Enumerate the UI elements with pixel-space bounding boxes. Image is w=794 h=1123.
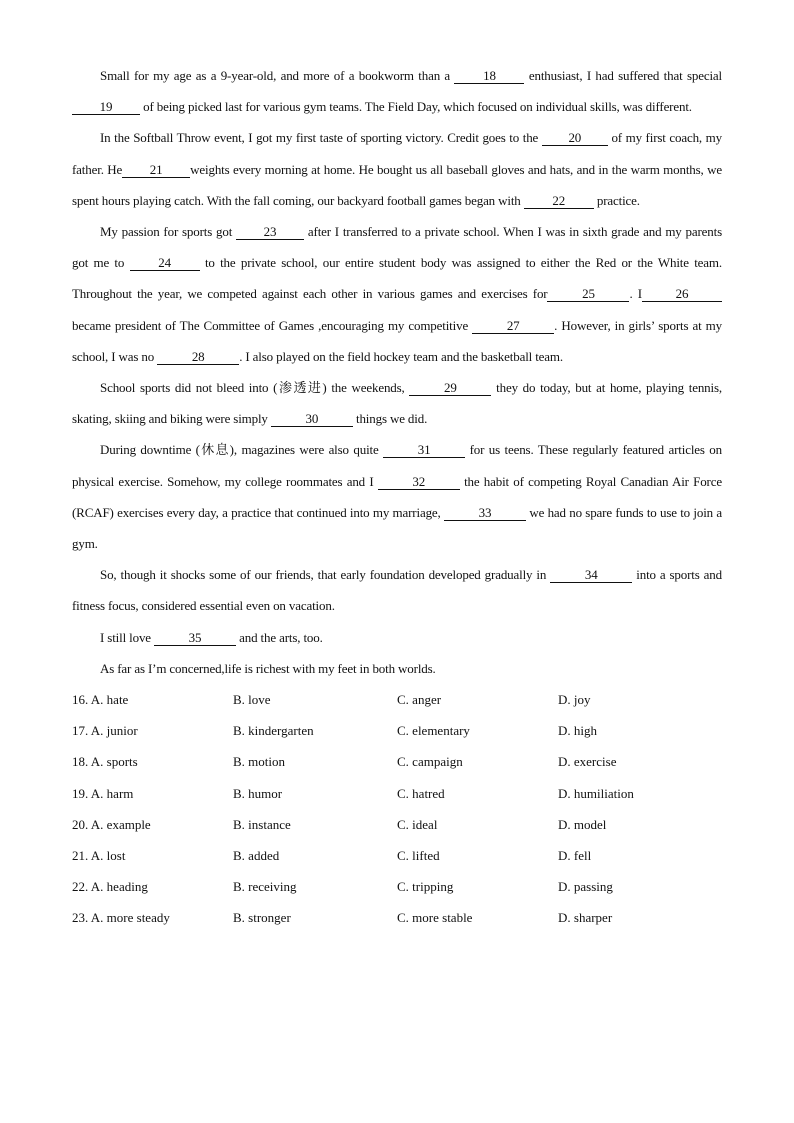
option-b: B. humor <box>233 785 283 801</box>
blank-35: 35 <box>154 631 236 646</box>
option-a: 20. A. example <box>72 816 151 832</box>
option-d: D. joy <box>558 692 591 708</box>
option-d: D. high <box>558 723 597 739</box>
passage-text: enthusiast, I had suffered that special <box>524 68 722 83</box>
passage-text: I still love <box>100 629 155 645</box>
option-b: B. love <box>233 692 271 708</box>
option-a: 17. A. junior <box>72 723 138 739</box>
option-a: 21. A. lost <box>72 848 126 863</box>
passage-text: As far as I’m concerned,life is richest with my feet in both worlds. <box>100 660 436 676</box>
blank-27: 27 <box>472 319 554 334</box>
paragraph-8 <box>72 653 722 684</box>
passage-text: of my first coach, my father. He <box>72 130 722 177</box>
passage-text: weights every morning at home. He bought us all baseball gloves and hats, and in the warm months, we spent hours playing catch. With the fall coming, our backyard football games began with <box>72 161 722 208</box>
option-row-17 <box>72 715 722 746</box>
option-row-18 <box>72 746 722 777</box>
passage-text: practice. <box>593 192 640 208</box>
passage-text: School sports did not bleed into (渗透进) the weekends, <box>100 380 410 396</box>
blank-18: 18 <box>454 69 524 84</box>
blank-26: 26 <box>642 287 722 302</box>
passage-text: they do today, but at home, playing tennis, skating, skiing and biking were simply <box>72 380 722 427</box>
option-d: D. model <box>558 816 607 832</box>
blank-19: 19 <box>72 100 140 115</box>
passage-text: into a sports and fitness focus, considered essential even on vacation. <box>72 567 723 614</box>
paragraph-7 <box>72 622 722 653</box>
paragraph-4 <box>72 372 722 434</box>
option-d: D. fell <box>558 848 592 863</box>
blank-33: 33 <box>444 506 526 521</box>
option-b: B. receiving <box>233 879 297 895</box>
passage-text: So, though it shocks some of our friends, that early foundation developed gradually in <box>100 567 551 583</box>
passage-text: My passion for sports got <box>100 224 237 240</box>
passage-text: things we did. <box>352 411 428 427</box>
blank-34: 34 <box>550 568 632 583</box>
passage-text: of being picked last for various gym teams. The Field Day, which focused on individual skills, was different. <box>140 99 692 115</box>
passage-text: . I also played on the field hockey team and the basketball team. <box>239 348 563 364</box>
passage-text: and the arts, too. <box>236 629 323 645</box>
passage-text: . I <box>629 286 642 302</box>
passage-text: to the private school, our entire student body was assigned to either the Red or the White team. Throughout the year, we competed against each other in various games and exercises for <box>72 255 722 302</box>
blank-22: 22 <box>524 194 594 209</box>
option-row-19 <box>72 778 722 809</box>
answer-options <box>72 684 722 934</box>
blank-32: 32 <box>378 475 460 490</box>
blank-28: 28 <box>157 350 239 365</box>
option-b: B. kindergarten <box>233 723 314 739</box>
option-row-22 <box>72 871 722 902</box>
option-c: C. anger <box>397 692 442 708</box>
document-page <box>72 60 722 934</box>
passage-text: the habit of competing Royal Canadian Air Force (RCAF) exercises every day, a practice that continued into my marriage, <box>72 473 722 520</box>
option-c: C. ideal <box>397 816 438 832</box>
option-d: D. exercise <box>558 754 617 770</box>
option-a: 19. A. harm <box>72 785 134 801</box>
option-row-21 <box>72 840 722 871</box>
passage-text: . However, in girls’ sports at my school, I was no <box>72 317 722 364</box>
option-c: C. campaign <box>397 754 463 770</box>
blank-30: 30 <box>271 412 353 427</box>
option-a: 18. A. sports <box>72 754 138 770</box>
blank-23: 23 <box>236 225 304 240</box>
option-d: D. sharper <box>558 910 613 926</box>
blank-21: 21 <box>122 163 190 178</box>
option-d: D. passing <box>558 879 613 895</box>
blank-31: 31 <box>383 443 465 458</box>
option-row-16 <box>72 684 722 715</box>
option-row-23 <box>72 902 722 933</box>
passage-text: we had no spare funds to use to join a gym. <box>72 504 722 552</box>
option-c: C. hatred <box>397 785 445 801</box>
passage-text: after I transferred to a private school. When I was in sixth grade and my parents got me to <box>72 224 722 271</box>
passage-text: for us teens. These regularly featured articles on physical exercise. Somehow, my college roommates and I <box>72 442 722 489</box>
option-a: 23. A. more steady <box>72 910 170 926</box>
option-b: B. motion <box>233 754 286 770</box>
blank-24: 24 <box>130 256 200 271</box>
option-c: C. tripping <box>397 879 454 895</box>
passage-text: Small for my age as a 9-year-old, and more of a bookworm than a <box>100 68 455 83</box>
paragraph-3 <box>72 216 722 372</box>
option-b: B. instance <box>233 816 291 832</box>
paragraph-2 <box>72 122 722 216</box>
option-d: D. humiliation <box>558 785 634 801</box>
option-b: B. added <box>233 848 280 863</box>
option-b: B. stronger <box>233 910 291 926</box>
paragraph-5 <box>72 434 722 559</box>
option-a: 22. A. heading <box>72 879 148 895</box>
blank-29: 29 <box>409 381 491 396</box>
passage-text: In the Softball Throw event, I got my first taste of sporting victory. Credit goes to the <box>100 130 542 146</box>
option-row-20 <box>72 809 722 840</box>
option-a: 16. A. hate <box>72 692 129 708</box>
option-c: C. elementary <box>397 723 470 739</box>
passage-text: During downtime (休息), magazines were also quite <box>100 442 384 458</box>
paragraph-1 <box>72 60 722 122</box>
option-c: C. more stable <box>397 910 473 926</box>
option-c: C. lifted <box>397 848 440 863</box>
passage-text: became president of The Committee of Games ,encouraging my competitive <box>72 317 473 333</box>
blank-25: 25 <box>547 287 629 302</box>
blank-20: 20 <box>542 131 608 146</box>
paragraph-6 <box>72 559 722 621</box>
